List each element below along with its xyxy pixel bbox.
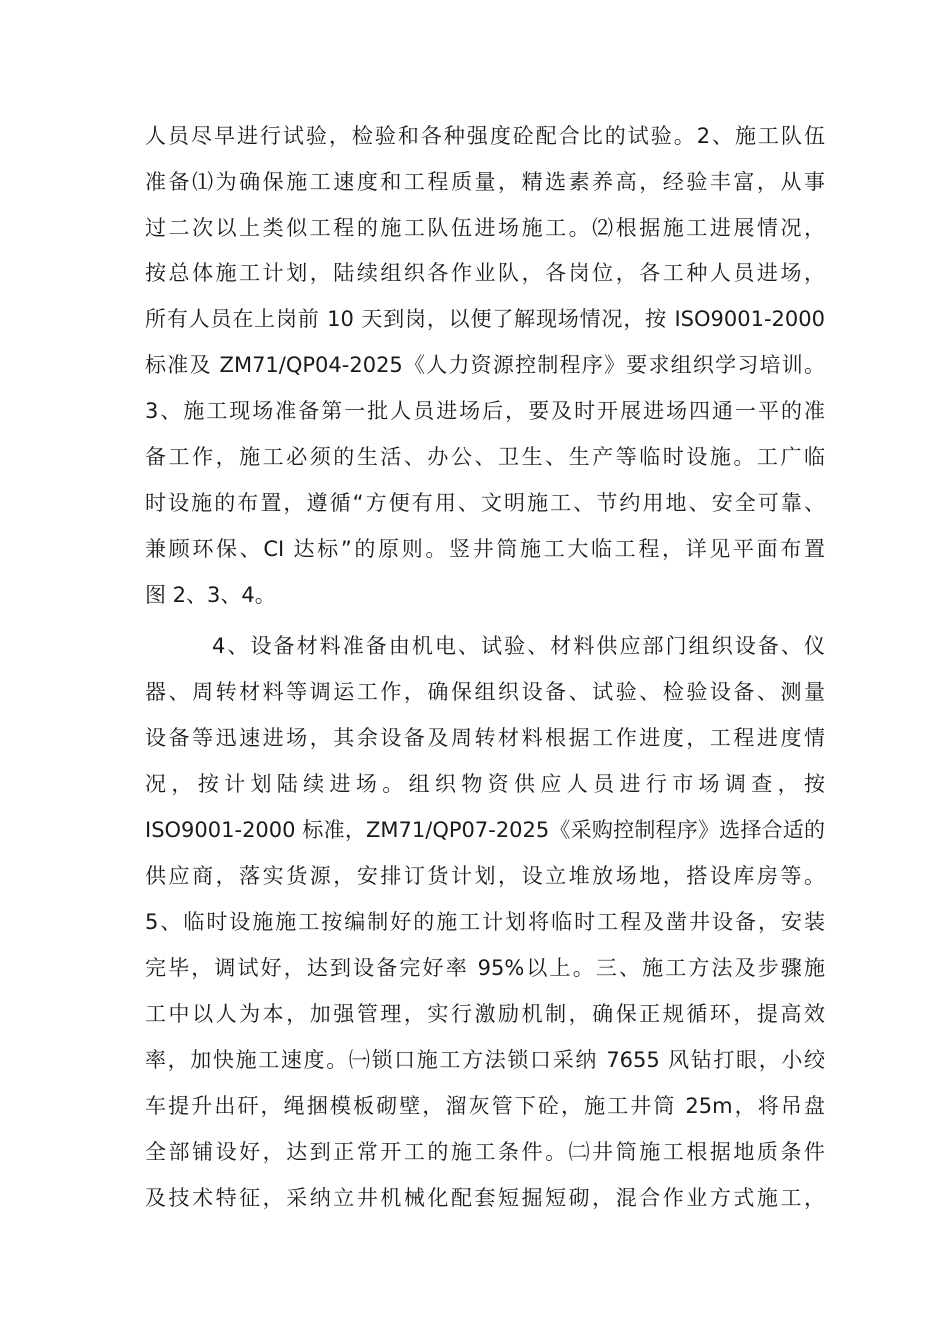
text-line: 标准及 ZM71/QP04-2025《人力资源控制程序》要求组织学习培训。 (145, 353, 825, 377)
text-line: 工中以人为本，加强管理，实行激励机制，确保正规循环，提高效 (145, 1002, 825, 1026)
text-line: 所有人员在上岗前 10 天到岗，以便了解现场情况，按 ISO9001-2000 (145, 307, 825, 331)
text-line: 器、周转材料等调运工作，确保组织设备、试验、检验设备、测量 (145, 680, 825, 704)
text-line: 完毕，调试好，达到设备完好率 95%以上。三、施工方法及步骤施 (145, 956, 825, 980)
text-line: 备工作，施工必须的生活、办公、卫生、生产等临时设施。工广临 (145, 445, 825, 469)
text-line: 4、设备材料准备由机电、试验、材料供应部门组织设备、仪 (212, 634, 825, 658)
text-line: 供应商，落实货源，安排订货计划，设立堆放场地，搭设库房等。 (145, 864, 825, 888)
text-line: 及技术特征，采纳立井机械化配套短掘短砌，混合作业方式施工， (145, 1186, 825, 1210)
text-line: 车提升出矸，绳捆模板砌壁，溜灰管下砼，施工井筒 25m，将吊盘 (145, 1094, 825, 1118)
text-line: 设备等迅速进场，其余设备及周转材料根据工作进度，工程进度情 (145, 726, 825, 750)
text-line: 5、临时设施施工按编制好的施工计划将临时工程及凿井设备，安装 (145, 910, 825, 934)
text-line: 况，按计划陆续进场。组织物资供应人员进行市场调查，按 (145, 772, 825, 796)
text-line: 人员尽早进行试验，检验和各种强度砼配合比的试验。2、施工队伍 (145, 124, 825, 148)
text-line: 全部铺设好，达到正常开工的施工条件。㈡井筒施工根据地质条件 (145, 1140, 825, 1164)
text-line: 率，加快施工速度。㈠锁口施工方法锁口采纳 7655 风钻打眼，小绞 (145, 1048, 825, 1072)
text-line: 兼顾环保、CI 达标”的原则。竖井筒施工大临工程，详见平面布置 (145, 537, 825, 561)
text-line: 准备⑴为确保施工速度和工程质量，精选素养高，经验丰富，从事 (145, 170, 825, 194)
text-line: 时设施的布置，遵循“方便有用、文明施工、节约用地、安全可靠、 (145, 491, 825, 515)
text-line: 过二次以上类似工程的施工队伍进场施工。⑵根据施工进展情况， (145, 216, 825, 240)
text-line: 按总体施工计划，陆续组织各作业队，各岗位，各工种人员进场， (145, 261, 825, 285)
text-line: 图 2、3、4。 (145, 583, 276, 607)
text-line: ISO9001-2000 标准，ZM71/QP07-2025《采购控制程序》选择合适的 (145, 818, 825, 842)
text-line: 3、施工现场准备第一批人员进场后，要及时开展进场四通一平的准 (145, 399, 825, 423)
